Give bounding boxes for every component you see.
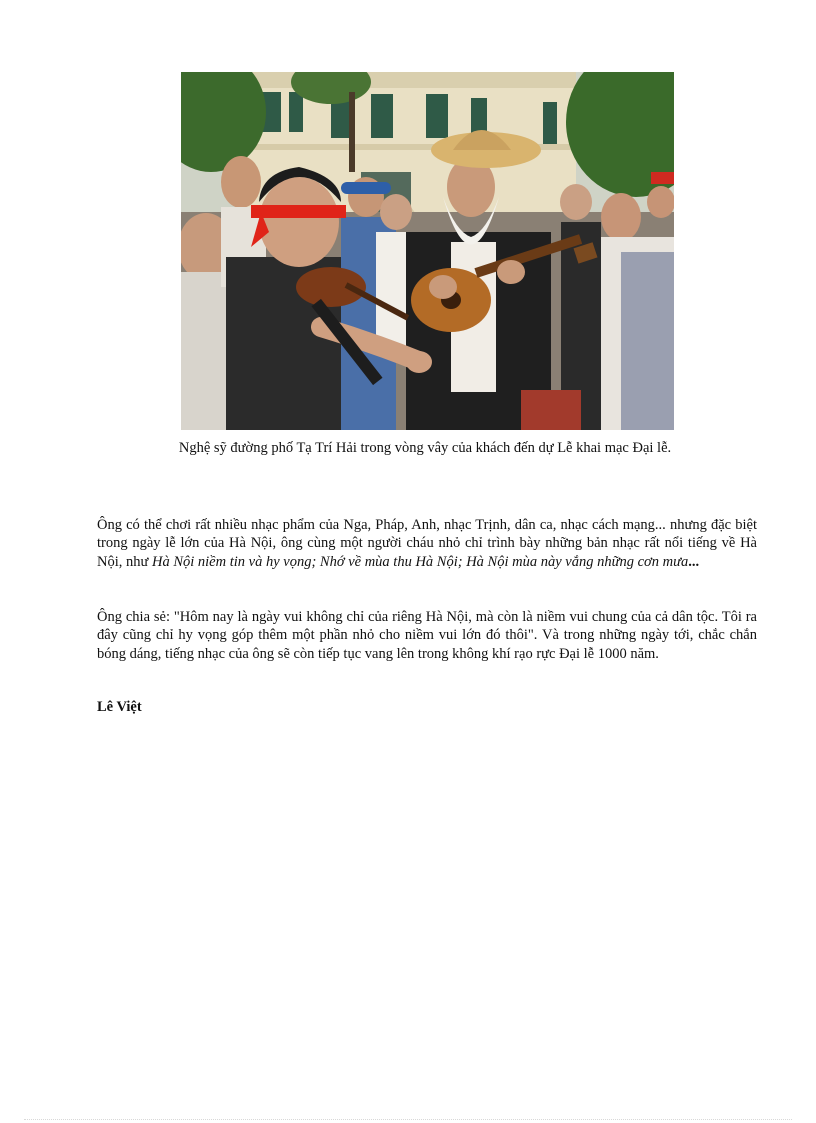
street-musician-photo [181,72,674,430]
photo-caption: Nghệ sỹ đường phố Tạ Trí Hải trong vòng vây của khách đến dự Lễ khai mạc Đại lễ. [178,440,672,456]
page-footer-divider [24,1119,792,1120]
paragraph-1-ending: ... [688,553,700,570]
song-titles: Hà Nội niềm tin và hy vọng; Nhớ về mùa thu Hà Nội; Hà Nội mùa này vắng những cơn mưa [151,553,689,570]
article-photo [181,72,674,430]
article-paragraph-1 [97,516,757,571]
author-byline: Lê Việt [97,699,142,715]
paragraph-1-text: Ông có thể chơi rất nhiều nhạc phẩm của Nga, Pháp, Anh, nhạc Trịnh, dân ca, nhạc cách mạng... nhưng đặc biệt trong ngày lễ lớn của Hà Nội, ông cùng một người cháu nhỏ chỉ trình bày những bản nhạc rất nổi tiếng về Hà Nội, như [97,517,757,570]
article-paragraph-2: Ông chia sẻ: "Hôm nay là ngày vui không chỉ của riêng Hà Nội, mà còn là niềm vui chung của cả dân tộc. Tôi ra đây cũng chỉ hy vọng góp thêm một phần nhỏ cho niềm vui lớn đó thôi". Và trong những ngày tới, chắc chắn bóng dáng, tiếng nhạc của ông sẽ còn tiếp tục vang lên trong không khí rạo rực Đại lễ 1000 năm. [97,609,757,662]
